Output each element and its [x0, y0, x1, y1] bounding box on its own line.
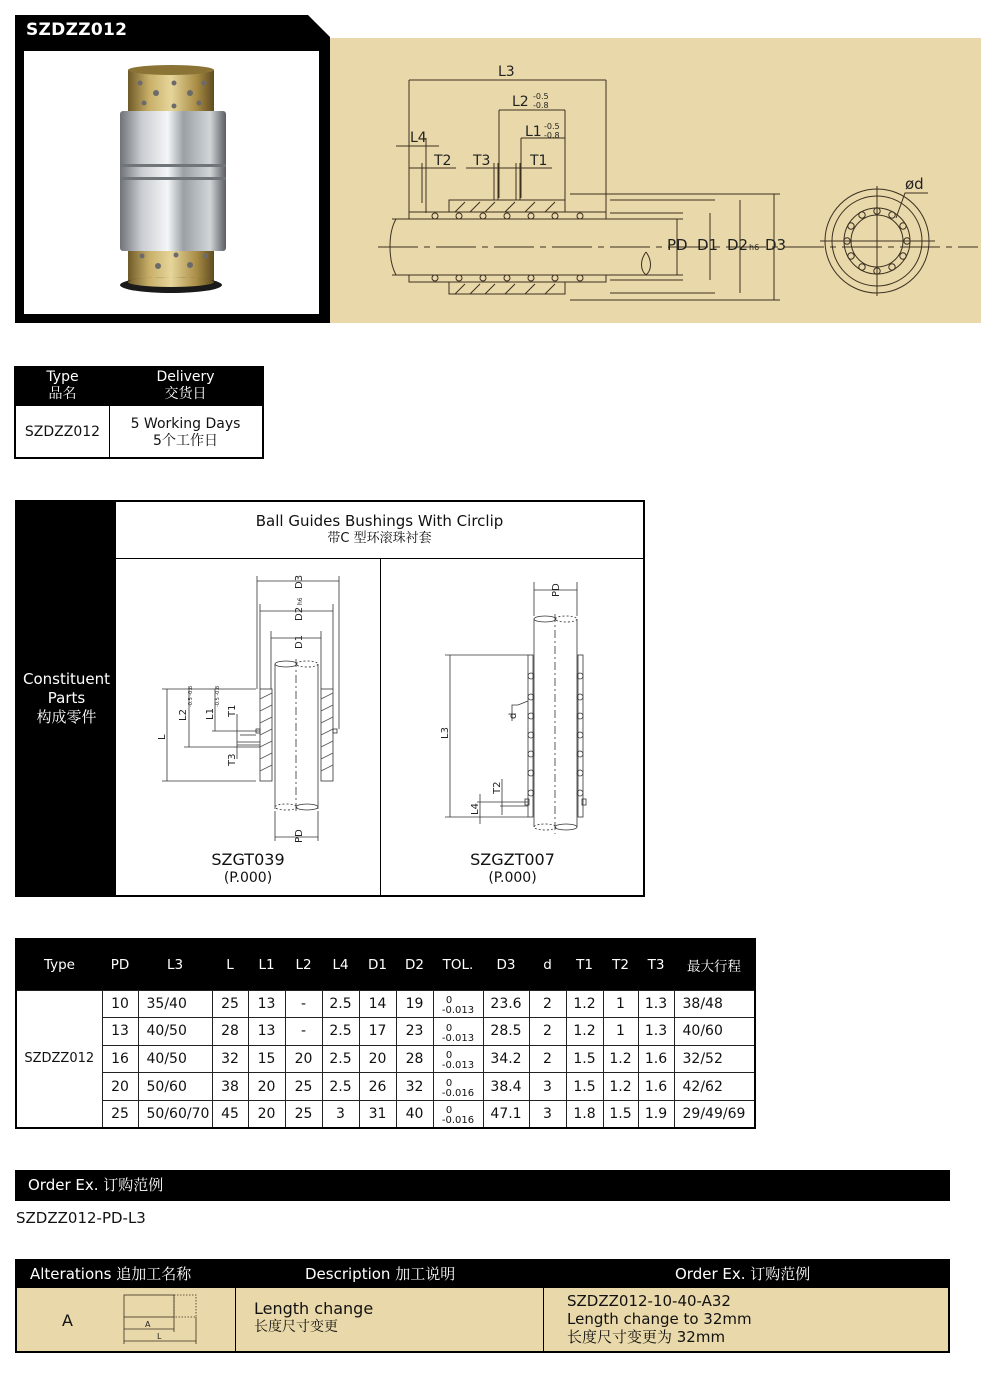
label-L1: L1: [525, 124, 542, 140]
cell-max-stroke: 38/48: [674, 990, 755, 1018]
header-type: [16, 369, 109, 403]
cell-l3: 40/50: [138, 1018, 212, 1046]
diagram-label-l: L: [157, 1332, 162, 1341]
tol-upper: 0: [445, 1078, 453, 1090]
cell-t1: 1.8: [566, 1100, 603, 1128]
szgt039-label-L2: L2: [178, 709, 189, 721]
tol-upper: 0: [445, 995, 453, 1007]
table-row: [16, 1100, 755, 1128]
column-header: L: [212, 939, 248, 990]
cell-t1: 1.5: [566, 1073, 603, 1101]
cell-l: 32: [212, 1045, 248, 1073]
cell-t3: 1.9: [638, 1100, 674, 1128]
szgt039-drawing: [116, 559, 381, 859]
tolerance-stack: [442, 996, 474, 1016]
cell-l2: 25: [285, 1073, 322, 1101]
cell-l1: 13: [248, 990, 285, 1018]
cell-t2: 1.5: [603, 1100, 638, 1128]
delivery-time-cell: [109, 406, 262, 459]
cell-max-stroke: 32/52: [674, 1045, 755, 1073]
column-header: D3: [483, 939, 529, 990]
tol-lower: -0.016: [441, 1088, 475, 1100]
tol-lower: -0.013: [441, 1032, 475, 1044]
cell-l: 38: [212, 1073, 248, 1101]
cell-t1: 1.2: [566, 990, 603, 1018]
label-L1-tol-lower: -0.8: [544, 131, 560, 140]
cell-t1: 1.5: [566, 1045, 603, 1073]
cell-d3: 38.4: [483, 1073, 529, 1101]
cell-max-stroke: 42/62: [674, 1073, 755, 1101]
end-view: [820, 175, 935, 296]
label-L4: L4: [410, 130, 427, 146]
product-photo: [24, 51, 319, 314]
cell-d3: 28.5: [483, 1018, 529, 1046]
technical-drawing-panel: [330, 38, 981, 323]
label-phi-d: ød: [905, 175, 924, 193]
cell-d: 2: [529, 990, 566, 1018]
constituent-parts-panel: [15, 500, 645, 897]
header-description: Description 加工说明: [305, 1265, 456, 1283]
column-header: D1: [359, 939, 396, 990]
cell-l2: -: [285, 990, 322, 1018]
delivery-table-header: [16, 368, 262, 406]
szgzt007-label-PD: PD: [551, 583, 562, 597]
cell-d1: 14: [359, 990, 396, 1018]
bushing-photo-illustration: [24, 51, 319, 314]
side-label-en-2: Parts: [47, 689, 86, 707]
part-code-szgzt007[interactable]: SZGZT007: [470, 850, 555, 869]
cell-d3: 34.2: [483, 1045, 529, 1073]
tolerance-cell: [433, 990, 483, 1018]
table-row: [16, 1073, 755, 1101]
cell-d2: 28: [396, 1045, 433, 1073]
cell-max-stroke: 29/49/69: [674, 1100, 755, 1128]
table-row: [16, 1045, 755, 1073]
column-header: T2: [603, 939, 638, 990]
cell-t3: 1.3: [638, 990, 674, 1018]
label-L1-tol-upper: -0.5: [544, 122, 560, 131]
part-page-ref[interactable]: (P.000): [223, 870, 273, 886]
cell-t3: 1.6: [638, 1073, 674, 1101]
tol-upper: 0: [445, 1022, 453, 1034]
cell-l4: 2.5: [322, 1045, 359, 1073]
cell-t3: 1.3: [638, 1018, 674, 1046]
part-card-szgt039[interactable]: [116, 559, 381, 895]
szgt039-label-T1: T1: [227, 704, 238, 717]
column-header: T1: [566, 939, 603, 990]
alteration-code: A: [62, 1311, 73, 1330]
cell-d: 3: [529, 1100, 566, 1128]
cell-t2: 1: [603, 1018, 638, 1046]
label-D2: D2: [727, 236, 749, 254]
cell-t2: 1: [603, 990, 638, 1018]
tol-lower: -0.013: [441, 1005, 475, 1017]
diagram-label-a: A: [145, 1320, 151, 1329]
tol-upper: 0: [445, 1105, 453, 1117]
tolerance-cell: [433, 1100, 483, 1128]
cell-l2: -: [285, 1018, 322, 1046]
table-row: [16, 1018, 755, 1046]
column-header: d: [529, 939, 566, 990]
label-L2-tol-upper: -0.5: [533, 92, 549, 101]
alterations-header: [17, 1261, 948, 1288]
column-header: Type: [16, 939, 102, 990]
column-header: L1: [248, 939, 285, 990]
szgt039-label-PD: PD: [294, 829, 305, 843]
column-header: L2: [285, 939, 322, 990]
part-code-szgt039[interactable]: SZGT039: [211, 850, 285, 869]
cell-t1: 1.2: [566, 1018, 603, 1046]
cell-pd: 13: [102, 1018, 138, 1046]
header-type-en: Type: [46, 369, 79, 385]
cell-l: 28: [212, 1018, 248, 1046]
cell-d1: 31: [359, 1100, 396, 1128]
parts-title: [116, 502, 643, 559]
header-alterations: Alterations 追加工名称: [30, 1265, 192, 1283]
cell-l2: 20: [285, 1045, 322, 1073]
szgzt007-label-T2: T2: [492, 781, 503, 794]
cell-l4: 2.5: [322, 1018, 359, 1046]
tolerance-stack: [442, 1051, 474, 1071]
side-label-cn: 构成零件: [36, 708, 97, 726]
szgt039-label-D1: D1: [294, 634, 305, 649]
example-cn: 长度尺寸变更为 32mm: [567, 1328, 726, 1346]
cell-d2: 19: [396, 990, 433, 1018]
delivery-table: [14, 366, 264, 459]
column-header: L4: [322, 939, 359, 990]
column-header: T3: [638, 939, 674, 990]
label-L2: L2: [512, 94, 529, 110]
header-delivery-cn: 交货日: [164, 386, 207, 402]
table-row: [16, 990, 755, 1018]
szgt039-label-L1-tol: -0.5 -0.8: [215, 685, 221, 707]
cell-l4: 2.5: [322, 990, 359, 1018]
length-change-diagram: [123, 1294, 199, 1350]
order-example-bar: Order Ex. 订购范例: [15, 1170, 950, 1201]
cell-l: 25: [212, 990, 248, 1018]
szgt039-label-D2-sub: h6: [297, 597, 304, 605]
label-D2-sub: h6: [749, 243, 760, 252]
delivery-cn: 5个工作日: [153, 432, 218, 449]
column-header: 最大行程: [674, 939, 755, 990]
column-header: PD: [102, 939, 138, 990]
cell-pd: 10: [102, 990, 138, 1018]
cell-l1: 20: [248, 1073, 285, 1101]
desc-en: Length change: [254, 1299, 374, 1318]
szgt039-label-L2-tol: -0.5 -0.8: [188, 685, 194, 707]
cell-d2: 23: [396, 1018, 433, 1046]
cell-d1: 20: [359, 1045, 396, 1073]
spec-table-body: [16, 990, 755, 1128]
tolerance-cell: [433, 1018, 483, 1046]
cell-l1: 20: [248, 1100, 285, 1128]
order-code-pattern: SZDZZ012-PD-L3: [16, 1209, 146, 1227]
cell-d: 2: [529, 1018, 566, 1046]
cell-t2: 1.2: [603, 1073, 638, 1101]
cell-l1: 15: [248, 1045, 285, 1073]
szgt039-label-L1: L1: [205, 708, 216, 720]
tol-lower: -0.013: [441, 1060, 475, 1072]
delivery-table-row: [16, 406, 262, 459]
cell-d2: 32: [396, 1073, 433, 1101]
example-code: SZDZZ012-10-40-A32: [567, 1292, 731, 1310]
label-T3: T3: [473, 153, 491, 169]
header-order-ex: Order Ex. 订购范例: [675, 1265, 811, 1283]
cell-d3: 47.1: [483, 1100, 529, 1128]
cell-d2: 40: [396, 1100, 433, 1128]
tolerance-stack: [442, 1079, 474, 1099]
szgt039-label-L: L: [157, 734, 168, 740]
cell-l: 45: [212, 1100, 248, 1128]
cell-l3: 40/50: [138, 1045, 212, 1073]
column-header: TOL.: [433, 939, 483, 990]
cell-t3: 1.6: [638, 1045, 674, 1073]
szgzt007-drawing: [382, 559, 645, 859]
type-cell: SZDZZ012: [16, 990, 102, 1128]
desc-cn: 长度尺寸变更: [254, 1319, 338, 1335]
cell-pd: 25: [102, 1100, 138, 1128]
tol-lower: -0.016: [441, 1115, 475, 1127]
column-divider: [235, 1288, 236, 1351]
cell-d3: 23.6: [483, 990, 529, 1018]
column-header: L3: [138, 939, 212, 990]
side-label-en-1: Constituent: [22, 670, 111, 688]
bushing-assembly-drawing: [330, 38, 981, 323]
szgzt007-label-L4: L4: [470, 803, 481, 815]
cell-l2: 25: [285, 1100, 322, 1128]
label-L2-tol-lower: -0.8: [533, 101, 549, 110]
cell-d1: 17: [359, 1018, 396, 1046]
tolerance-cell: [433, 1073, 483, 1101]
cell-l1: 13: [248, 1018, 285, 1046]
szgt039-label-D2: D2: [294, 606, 305, 621]
cell-t2: 1.2: [603, 1045, 638, 1073]
example-en: Length change to 32mm: [567, 1310, 752, 1328]
cell-pd: 20: [102, 1073, 138, 1101]
cell-pd: 16: [102, 1045, 138, 1073]
cell-l3: 35/40: [138, 990, 212, 1018]
cell-l4: 3: [322, 1100, 359, 1128]
alteration-description: [254, 1299, 373, 1337]
label-L3: L3: [498, 64, 515, 80]
cell-l4: 2.5: [322, 1073, 359, 1101]
szgt039-label-D3: D3: [294, 574, 305, 589]
header-delivery: [109, 369, 262, 403]
cell-d: 3: [529, 1073, 566, 1101]
alterations-table: [15, 1259, 950, 1353]
constituent-parts-label: [17, 502, 116, 895]
label-T2: T2: [434, 153, 452, 169]
szgt039-label-T3: T3: [227, 753, 238, 766]
header-type-cn: 品名: [48, 386, 77, 402]
part-page-ref[interactable]: (P.000): [488, 870, 537, 886]
cell-l3: 50/60/70: [138, 1100, 212, 1128]
cell-l3: 50/60: [138, 1073, 212, 1101]
cell-max-stroke: 40/60: [674, 1018, 755, 1046]
label-T1: T1: [530, 153, 548, 169]
szgzt007-label-L3: L3: [440, 727, 451, 739]
tolerance-stack: [442, 1106, 474, 1126]
tolerance-cell: [433, 1045, 483, 1073]
column-divider: [543, 1288, 544, 1351]
spec-table-header: [16, 939, 755, 990]
product-code-title: SZDZZ012: [26, 20, 128, 40]
column-header: D2: [396, 939, 433, 990]
delivery-type-cell: SZDZZ012: [24, 424, 101, 440]
parts-title-cn: 带C 型环滚珠衬套: [327, 531, 432, 546]
label-D3: D3: [765, 236, 787, 254]
alteration-order-example: [567, 1292, 752, 1346]
spec-table: [15, 938, 756, 1129]
label-D1: D1: [697, 236, 719, 254]
delivery-en: 5 Working Days: [130, 415, 241, 432]
header-delivery-en: Delivery: [156, 369, 215, 385]
tol-upper: 0: [445, 1050, 453, 1062]
parts-title-en: Ball Guides Bushings With Circlip: [255, 512, 504, 530]
part-card-szgzt007[interactable]: [382, 559, 643, 895]
tolerance-stack: [442, 1024, 474, 1044]
szgzt007-label-d: d: [508, 712, 519, 719]
cell-d: 2: [529, 1045, 566, 1073]
label-PD: PD: [667, 236, 688, 254]
cell-d1: 26: [359, 1073, 396, 1101]
